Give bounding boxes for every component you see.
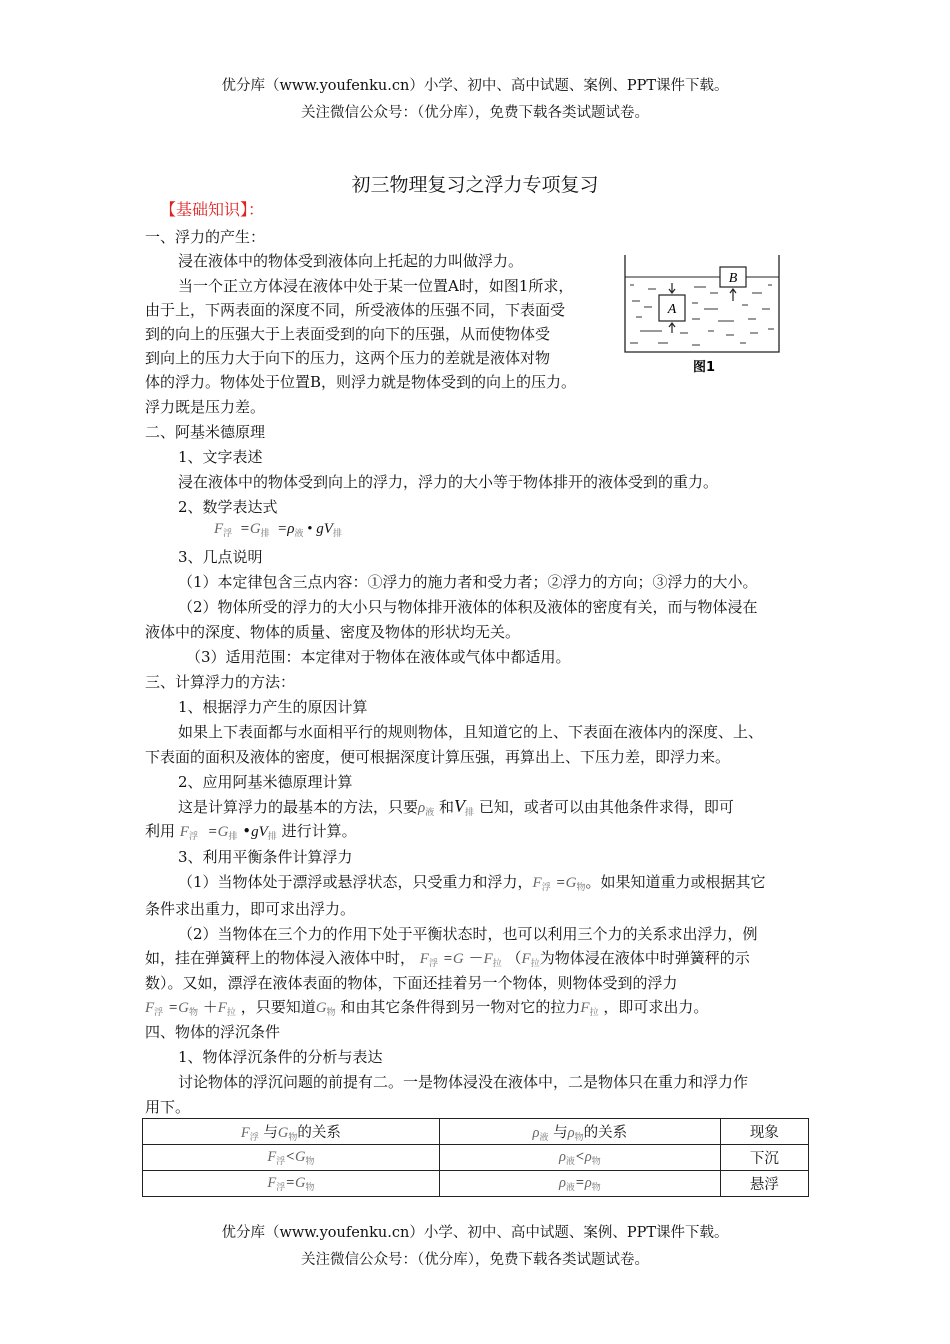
- s3-heading: 三、计算浮力的方法：: [145, 673, 296, 691]
- s3-b1b: 条件求出重力，即可求出浮力。: [145, 900, 356, 918]
- s3-method-2: 2、应用阿基米德原理计算: [178, 773, 353, 791]
- table-header-row: [143, 1119, 809, 1145]
- label-b: B: [728, 271, 738, 286]
- table-row: [143, 1171, 809, 1197]
- page-title: 初三物理复习之浮力专项复习: [351, 174, 599, 196]
- footer-line-1: 优分库（www.youfenku.cn）小学、初中、高中试题、案例、PPT课件下载。: [221, 1225, 729, 1241]
- table-cell: $F_浮<G_物$: [143, 1145, 440, 1171]
- header-line-2: 关注微信公众号：（优分库），免费下载各类试题试卷。: [301, 105, 649, 121]
- header-line-1: 优分库（www.youfenku.cn）小学、初中、高中试题、案例、PPT课件下载。: [221, 78, 729, 94]
- s3-b1a: （1）当物体处于漂浮或悬浮状态，只受重力和浮力，$F_浮 =G_物$。如果知道重力或根据其它: [178, 873, 766, 893]
- float-sink-table: [142, 1118, 809, 1197]
- s2-sub1-text: 浸在液体中的物体受到向上的浮力，浮力的大小等于物体排开的液体受到的重力。: [178, 473, 719, 491]
- table-cell: $\rho_液<\rho_物$: [439, 1145, 720, 1171]
- s3-b2a: （2）当物体在三个力的作用下处于平衡状态时，也可以利用三个力的关系求出浮力，例: [178, 925, 758, 943]
- s3-b2c: 数）。又如，漂浮在液体表面的物体，下面还挂着另一个物体，则物体受到的浮力: [145, 974, 678, 992]
- table-header-cell: 现象: [720, 1119, 808, 1145]
- s2-sub3: 3、几点说明: [178, 548, 263, 566]
- s2-note-3: （3）适用范围：本定律对于物体在液体或气体中都适用。: [186, 648, 571, 666]
- table-cell: 悬浮: [720, 1171, 808, 1197]
- s3-b2b: 如，挂在弹簧秤上的物体浸入液体中时， $F_浮 =G -F_拉$ （$F_拉$为物体浸在液体中时弹簧秤的示: [145, 949, 750, 969]
- s2-note-1: （1）本定律包含三点内容：①浮力的施力者和受力者；②浮力的方向；③浮力的大小。: [178, 573, 758, 591]
- table-cell: $F_浮=G_物$: [143, 1171, 440, 1197]
- s3-m1a: 如果上下表面都与水面相平行的规则物体，且知道它的上、下表面在液体内的深度、上、: [178, 723, 764, 741]
- s2-heading: 二、阿基米德原理: [145, 423, 266, 441]
- s3-method-1: 1、根据浮力产生的原因计算: [178, 698, 368, 716]
- table-cell: 下沉: [720, 1145, 808, 1171]
- s2-sub2: 2、数学表达式: [178, 498, 278, 516]
- label-a: A: [667, 302, 677, 317]
- s4-p1: 讨论物体的浮沉问题的前提有二。一是物体浸没在液体中，二是物体只在重力和浮力作: [178, 1073, 749, 1091]
- s1-p2-line: 浮力既是压力差。: [145, 398, 266, 416]
- s4-p2: 用下。: [145, 1098, 191, 1116]
- s4-heading: 四、物体的浮沉条件: [145, 1023, 281, 1041]
- footer-line-2: 关注微信公众号：（优分库），免费下载各类试题试卷。: [301, 1252, 649, 1268]
- table-cell: $\rho_液=\rho_物$: [439, 1171, 720, 1197]
- s3-m2a: 这是计算浮力的最基本的方法，只要$\rho_液$ 和$V_排$ 已知，或者可以由其他条件求得，即可: [178, 796, 734, 818]
- s1-p2-line: 体的浮力。物体处于位置B，则浮力就是物体受到的向上的压力。: [145, 373, 577, 391]
- s1-p2-line: 到的向上的压强大于上表面受到的向下的压强，从而使物体受: [145, 325, 551, 343]
- s3-b2d: $F_浮 =G_物 +F_拉$ ，只要知道$G_物$ 和由其它条件得到另一物对它的拉力$F_拉$ ，即可求出力。: [145, 998, 709, 1018]
- liquid-dashes: [630, 285, 774, 345]
- figure-1-diagram: [622, 247, 782, 377]
- table-row: [143, 1145, 809, 1171]
- section-label: 【基础知识】：: [160, 200, 265, 219]
- table-header-cell: $F_浮$ 与$G_物$的关系: [143, 1119, 440, 1145]
- archimedes-formula: $F_浮 =G_排 =\rho_液$ • $gV_排$: [214, 521, 342, 538]
- s2-note-2b: 液体中的深度、物体的质量、密度及物体的形状均无关。: [145, 623, 521, 641]
- s2-sub1: 1、文字表述: [178, 448, 263, 466]
- figure-caption: 图1: [692, 360, 716, 375]
- s3-m1b: 下表面的面积及液体的密度，便可根据深度计算压强，再算出上、下压力差，即浮力来。: [145, 748, 731, 766]
- s3-m2b: 利用 $F_浮 =G_排$ $•gV_排$ 进行计算。: [145, 822, 357, 842]
- table-header-cell: $\rho_液$ 与$\rho_物$的关系: [439, 1119, 720, 1145]
- s1-heading: 一、浮力的产生：: [145, 228, 266, 246]
- s3-method-3: 3、利用平衡条件计算浮力: [178, 848, 353, 866]
- s1-p2-line: 当一个正立方体浸在液体中处于某一位置A时，如图1所求，: [178, 277, 574, 295]
- s1-p1: 浸在液体中的物体受到液体向上托起的力叫做浮力。: [178, 252, 524, 270]
- s2-note-2a: （2）物体所受的浮力的大小只与物体排开液体的体积及液体的密度有关，而与物体浸在: [178, 598, 758, 616]
- s1-p2-line: 到向上的压力大于向下的压力，这两个压力的差就是液体对物: [145, 349, 551, 367]
- s1-p2-line: 由于上，下两表面的深度不同，所受液体的压强不同，下表面受: [145, 301, 566, 319]
- s4-sub1: 1、物体浮沉条件的分析与表达: [178, 1048, 383, 1066]
